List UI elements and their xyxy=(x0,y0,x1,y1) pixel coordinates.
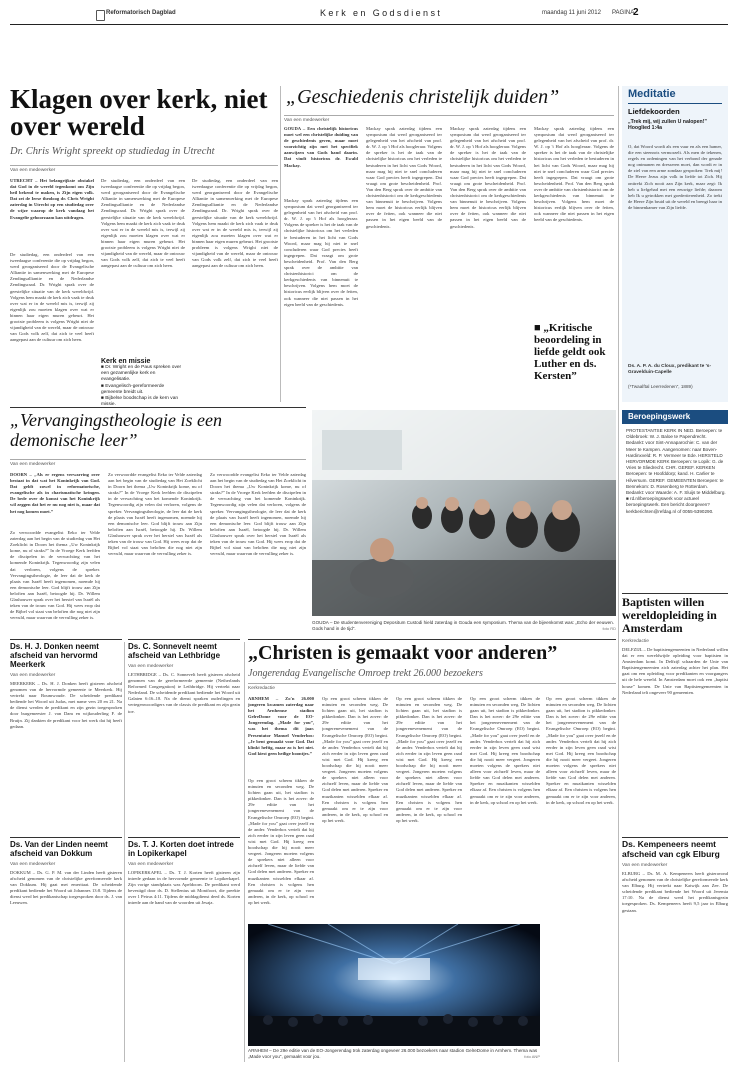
meditatie-title: Liefdekoorden xyxy=(628,107,680,116)
history-body-col3: Mackay sprak zaterdag tijdens een symposium dat werd georganiseerd ter gelegenheid van het afscheid van prof. dr. W. J. op 't Hof als hoogleraar. Volgens de spreker is het de taak van de christelijke historicus om het verleden te bestuderen in het licht van Gods Woord, maar mag hij niet te snel concluderen waar God precies heeft ingegrepen. Dat vraagt om grote bescheidenheid. Prof. Van den Berg sprak over de ambitie van christenhistorici om de kerkgeschiedenis van binnenuit te beschrijven. Volgens hem moet de historicus eerlijk blijven over de feiten, ook wanneer die niet passen in het eigen beeld van de geschiedenis. xyxy=(450,126,526,229)
obit-korten-headline: Ds. T. J. Korten doet intrede in Lopikerkapel xyxy=(128,840,234,858)
lead-headline: Klagen over kerk, niet over wereld xyxy=(10,84,268,141)
history-intro: GOUDA – Een christelijk historicus moet wel een christelijke duiding van de geschiedenis geven, maar moet voorzichtig zijn met het specifiek aanwijzen van Gods hand daarin. Dat vindt historicus dr. Ewald Mackay. xyxy=(284,126,358,168)
section-title: Kerk en Godsdienst xyxy=(320,8,443,18)
symposium-photo-credit: foto RD xyxy=(602,625,616,631)
baptisten-rule xyxy=(622,593,728,594)
baptisten-headline: Baptisten willen wereldopleiding in Amsterdam xyxy=(622,595,717,635)
obit-korten-byline: Van een medewerker xyxy=(128,862,174,867)
eo-headline: „Christen is gemaakt voor anderen” xyxy=(248,642,558,664)
lead-body-columns xyxy=(10,178,278,408)
vervangings-body-col2: Zo verwoordde evangelist Eeko ter Velde zaterdag aan het begin van de studiedag van Het Zoeklicht in Doorn het thema „Uw Koninkrijk kome, nu of straks?” In de Vroege Kerk leefden de discipelen in de verwachting van het komende Koninkrijk. Tegenwoordig zijn velen dat verloren, volgens de spreker. Vervangingstheologie, de leer dat de kerk de plaats van Israël heeft ingenomen, noemde hij een demonische leer. God blijft trouw aan Zijn beloften aan Israël, betoogde hij. Dr. Willem Glashouwer sprak over het herstel van Israël als teken van de trouw van God. Hij wees erop dat de Bijbel vol staat van beloften die nog niet zijn vervuld, maar waarvan de vervulling zeker is. xyxy=(108,472,202,557)
lead-sidebar-item-3: ■ Bijbelse boodschap is de kern van missie. xyxy=(101,396,179,408)
kempeneers-rule xyxy=(622,837,728,838)
lead-body: De studiedag, een onderdeel van een tweedaagse conferentie die op vrijdag begon, werd georganiseerd door de Evangelische Alliantie in samenwerking met de Europese Zendingsalliantie en de Nederlandse Zendingsraad. Dr. Wright sprak over de geestelijke situatie van de kerk wereldwijd. Volgens hem maakt de kerk zich vaak te druk over wat er in de wereld mis is, terwijl zij eigenlijk zou moeten klagen over wat er binnen haar eigen muren gebeurt. Het grootste probleem is volgens Wright niet de vijandigheid van de wereld, maar de ontrouw van Gods volk zelf, dat zich te veel heeft aangepast aan de cultuur om zich heen. xyxy=(10,252,94,343)
obit-vanderlinden-rule xyxy=(10,837,122,838)
column-divider-4 xyxy=(124,642,125,1062)
history-body-col1: Mackay sprak zaterdag tijdens een symposium dat werd georganiseerd ter gelegenheid van het afscheid van prof. dr. W. J. op 't Hof als hoogleraar. Volgens de spreker is het de taak van de christelijke historicus om het verleden te bestuderen in het licht van Gods Woord, maar mag hij niet te snel concluderen waar God precies heeft ingegrepen. Dat vraagt om grote bescheidenheid. Prof. Van den Berg sprak over de ambitie van christenhistorici om de kerkgeschiedenis van binnenuit te beschrijven. Volgens hem moet de historicus eerlijk blijven over de feiten, ook wanneer die niet passen in het eigen beeld van de geschiedenis. xyxy=(284,198,358,307)
masthead xyxy=(0,0,738,30)
obit-donken-headline: Ds. H. J. Donken neemt afscheid van hervormd Meerkerk xyxy=(10,642,99,669)
obit-korten xyxy=(128,840,240,1060)
lead-sidebar-item-3-text: Bijbelse boodschap is de kern van missie. xyxy=(101,396,179,408)
eo-body-col4: Op een groot scherm tikken de minuten en seconden weg. De lichten gaan uit, het stadion is pikkedonker. Dan is het zover: de 29e editie van het jongerenevenement van de Evangelische Omroep (EO) begint. „Made for you” gaat over jezelf en de ander. Venderbos vertelt dat hij zich eerder in zijn leven geen raad wist met God. Hij kreeg een boodschap die hij nooit meer vergeet. Jongeren moeten volgens de sprekers niet alleen voor zichzelf leven, maar de liefde van God delen met anderen. Spreker en muzikanten wisselden elkaar af. Een christen is volgens hen gemaakt om er te zijn voor anderen, in de kerk, op school en op het werk. xyxy=(470,696,540,805)
eo-intro: ARNHEM – Zo'n 26.000 jongeren kwamen zaterdag naar het Arnhemse stadion GelreDome voor de EO-Jongerendag. „Made for you”, was het thema dit jaar. Presentator Manuel Venderbos: „Je bent gemaakt voor God. Dat klinkt heftig, maar zo is het niet. God kiest geen heilige boontjes.” xyxy=(248,696,314,756)
obit-korten-rule xyxy=(128,837,240,838)
meditatie-author: Ds. A. P. A. du Cloux, predikant te 's-Gravelduin-Capelle xyxy=(628,364,712,375)
symposium-photo xyxy=(312,410,616,616)
lead-rule xyxy=(10,165,278,166)
lead-sidebar-item-1-text: Dr. Wright en de Paus spreken over een gezamenlijke kerk en evangelisatie. xyxy=(101,365,182,383)
kempeneers-headline: Ds. Kempeneers neemt afscheid van cgk Elburg xyxy=(622,839,720,859)
eo-caption-text: ARNHEM – De 29e editie van de EO-Jongerendag trok zaterdag ongeveer 26.000 bezoekers naar stadion GelreDome in Arnhem. Thema was „Made voor you”, gemaakt voor jou. xyxy=(248,1048,538,1059)
meditatie-label: Meditatie xyxy=(628,88,676,100)
eo-top-rule xyxy=(248,639,616,640)
page-number: 2 xyxy=(633,7,639,18)
column-divider-1 xyxy=(280,86,281,402)
history-byline: Van een medewerker xyxy=(284,118,330,123)
meditatie-box xyxy=(622,86,728,402)
obit-sonnevelt xyxy=(128,642,240,832)
lead-article xyxy=(10,84,278,408)
vervangings-article xyxy=(10,410,306,634)
lead-sidebar-item-2-text: Evangelisch-gereformeerde gemeente breidt uit. xyxy=(101,383,165,395)
vervangings-body-col3: Zo verwoordde evangelist Eeko ter Velde zaterdag aan het begin van de studiedag van Het Zoeklicht in Doorn het thema „Uw Koninkrijk kome, nu of straks?” In de Vroege Kerk leefden de discipelen in de verwachting van het komende Koninkrijk. Tegenwoordig zijn velen dat verloren, volgens de spreker. Vervangingstheologie, de leer dat de kerk de plaats van Israël heeft ingenomen, noemde hij een demonische leer. God blijft trouw aan Zijn beloften aan Israël, betoogde hij. Dr. Willem Glashouwer sprak over het herstel van Israël als teken van de trouw van God. Hij wees erop dat de Bijbel vol staat van beloften die nog niet zijn vervuld, maar waarvan de vervulling zeker is. xyxy=(210,472,306,557)
vervangings-rule xyxy=(10,459,306,460)
obit-vanderlinden xyxy=(10,840,122,1060)
obit-donken-rule xyxy=(10,639,122,640)
paper-name: Reformatorisch Dagblad xyxy=(106,10,176,16)
obit-sonnevelt-headline: Ds. C. Sonnevelt neemt afscheid van Lethbridge xyxy=(128,642,221,660)
history-body-col2: Mackay sprak zaterdag tijdens een symposium dat werd georganiseerd ter gelegenheid van het afscheid van prof. dr. W. J. op 't Hof als hoogleraar. Volgens de spreker is het de taak van de christelijke historicus om het verleden te bestuderen in het licht van Gods Woord, maar mag hij niet te snel concluderen waar God precies heeft ingegrepen. Dat vraagt om grote bescheidenheid. Prof. Van den Berg sprak over de ambitie van christenhistorici om de kerkgeschiedenis van binnenuit te beschrijven. Volgens hem moet de historicus eerlijk blijven over de feiten, ook wanneer die niet passen in het eigen beeld van de geschiedenis. xyxy=(366,126,442,229)
history-rule xyxy=(284,115,614,116)
eo-rule xyxy=(248,683,616,684)
history-headline: „Geschiedenis christelijk duiden” xyxy=(286,86,560,108)
kempeneers-article xyxy=(622,840,728,1062)
baptisten-article xyxy=(622,596,728,832)
vervangings-headline: „Vervangingstheologie is een demonische leer” xyxy=(10,410,222,450)
eo-body-col5: Op een groot scherm tikken de minuten en seconden weg. De lichten gaan uit, het stadion is pikkedonker. Dan is het zover: de 29e editie van het jongerenevenement van de Evangelische Omroep (EO) begint. „Made for you” gaat over jezelf en de ander. Venderbos vertelt dat hij zich eerder in zijn leven geen raad wist met God. Hij kreeg een boodschap die hij nooit meer vergeet. Jongeren moeten volgens de sprekers niet alleen voor zichzelf leven, maar de liefde van God delen met anderen. Spreker en muzikanten wisselden elkaar af. Een christen is volgens hen gemaakt om er te zijn voor anderen, in de kerk, op school en op het werk. xyxy=(546,696,616,805)
eo-body-col3: Op een groot scherm tikken de minuten en seconden weg. De lichten gaan uit, het stadion is pikkedonker. Dan is het zover: de 29e editie van het jongerenevenement van de Evangelische Omroep (EO) begint. „Made for you” gaat over jezelf en de ander. Venderbos vertelt dat hij zich eerder in zijn leven geen raad wist met God. Hij kreeg een boodschap die hij nooit meer vergeet. Jongeren moeten volgens de sprekers niet alleen voor zichzelf leven, maar de liefde van God delen met anderen. Spreker en muzikanten wisselden elkaar af. Een christen is volgens hen gemaakt om er te zijn voor anderen, in de kerk, op school en op het werk. xyxy=(396,696,462,823)
history-article xyxy=(284,86,614,402)
kempeneers-body: ELBURG – Ds. M. A. Kempeneers heeft gisteravond afscheid genomen van de christelijke gereformeerde kerk van Elburg. Hij vertrekt naar Katwijk aan Zee. De scheidende predikant bediende het Woord uit Jeremia 17:10. Na de dienst werd het predikantsgezin toegesproken. Ds. Kempeneers heeft 9,5 jaar in Elburg gestaan. xyxy=(622,871,728,913)
lead-sidebar-title: Kerk en missie xyxy=(101,358,151,365)
issue-date: maandag 11 juni 2012 xyxy=(542,10,601,16)
lead-body-col2: De studiedag, een onderdeel van een tweedaagse conferentie die op vrijdag begon, werd georganiseerd door de Evangelische Alliantie in samenwerking met de Europese Zendingsalliantie en de Nederlandse Zendingsraad. Dr. Wright sprak over de geestelijke situatie van de kerk wereldwijd. Volgens hem maakt de kerk zich vaak te druk over wat er in de wereld mis is, terwijl zij eigenlijk zou moeten klagen over wat er binnen haar eigen muren gebeurt. Het grootste probleem is volgens Wright niet de vijandigheid van de wereld, maar de ontrouw van Gods volk zelf, dat zich te veel heeft aangepast aan de cultuur om zich heen. xyxy=(101,178,185,269)
vervangings-intro: DOORN – „Als er ergens verwarring over bestaat in dat wat het Koninkrijk van God. Dat geldt zowel in reformatorische, evangelische als in charismatische kringen. De bede over de komst van het Koninkrijk wil zeggen dat het er nu nog niet is, maar dat het nog komen moet.” xyxy=(10,472,100,514)
eo-body-col1: Op een groot scherm tikken de minuten en seconden weg. De lichten gaan uit, het stadion is pikkedonker. Dan is het zover: de 29e editie van het jongerenevenement van de Evangelische Omroep (EO) begint. „Made for you” gaat over jezelf en de ander. Venderbos vertelt dat hij zich eerder in zijn leven geen raad wist met God. Hij kreeg een boodschap die hij nooit meer vergeet. Jongeren moeten volgens de sprekers niet alleen voor zichzelf leven, maar de liefde van God delen met anderen. Spreker en muzikanten wisselden elkaar af. Een christen is volgens hen gemaakt om er te zijn voor anderen, in de kerk, op school en op het werk. xyxy=(248,778,314,905)
obit-donken-byline: Van een medewerker xyxy=(10,673,56,678)
obit-vanderlinden-body: DOKKUM – Ds. G. P. M. van der Linden heeft gisteren afscheid genomen van de christelijke gereformeerde kerk van Dokkum. Hij gaat met emeritaat. De scheidende predikant bediende het Woord uit Johannes 13:8. Tijdens de dienst werd het predikantschap toegesproken door ds. J. van Leeuwen. xyxy=(10,870,122,906)
lead-byline: Van een medewerker xyxy=(10,168,56,173)
history-body-col4: Mackay sprak zaterdag tijdens een symposium dat werd georganiseerd ter gelegenheid van het afscheid van prof. dr. W. J. op 't Hof als hoogleraar. Volgens de spreker is het de taak van de christelijke historicus om het verleden te bestuderen in het licht van Gods Woord, maar mag hij niet te snel concluderen waar God precies heeft ingegrepen. Dat vraagt om grote bescheidenheid. Prof. Van den Berg sprak over de ambitie van christenhistorici om de kerkgeschiedenis van binnenuit te beschrijven. Volgens hem moet de historicus eerlijk blijven over de feiten, ook wanneer die niet passen in het eigen beeld van de geschiedenis. xyxy=(534,126,614,223)
history-pull-quote: ■ „Kritische beoordeling in liefde geldt ook Luther en ds. Kersten” xyxy=(534,322,606,382)
obit-sonnevelt-byline: Van een medewerker xyxy=(128,664,174,669)
vervangings-byline: Van een medewerker xyxy=(10,462,56,467)
kempeneers-byline: Van een medewerker xyxy=(622,863,668,868)
meditatie-verse: „Trek mij, wij zullen U nalopen!” Hooglied 1:4a xyxy=(628,119,707,132)
meditatie-footnote: (*Twaalftal Leerredenen”, 1889) xyxy=(628,384,693,389)
lead-intro: UTRECHT – Het belangrijkste obstakel dat God in de wereld tegenkomt om Zijn heil bekend te maken, is Zijn eigen volk. Dat zei de Ierse theoloog dr. Chris Wright zaterdag in Utrecht op een studiedag over de wijze waarop de kerk vandaag het Evangelie gehoorzaam kan uitdragen. xyxy=(10,178,94,220)
eo-byline: Kerkredactie xyxy=(248,686,275,691)
obit-korten-body: LOPIKERKAPEL – Ds. T. J. Korten heeft gisteren zijn intrede gedaan in de hervormde gemeente te Lopikerkapel. Zijn vorige standplaats was Apeldoorn. De predikant werd bevestigd door ds. D. Stellenius uit Montfoort, die preekte over 1 Petrus 4:11. Tijdens de middagdienst deed ds. Korten intrede aan de hand van de woorden uit Jesaja. xyxy=(128,870,240,906)
obit-sonnevelt-body: LETHBRIDGE – Ds. C. Sonnevelt heeft gisteren afscheid genomen van de gereformeerde gemeente (Netherlands Reformed Congregation) te Lethbridge. Hij vertrekt naar Nederland. De scheidende predikant bediende het Woord uit Galaten 6:16–18. Na de dienst spraken ouderlingen en vertegenwoordigers van de classis de predikant en zijn gezin toe. xyxy=(128,672,240,714)
beroepingswerk-box xyxy=(622,410,728,586)
vervangings-body-col1: Zo verwoordde evangelist Eeko ter Velde zaterdag aan het begin van de studiedag van Het Zoeklicht in Doorn het thema „Uw Koninkrijk kome, nu of straks?” In de Vroege Kerk leefden de discipelen in de verwachting van het komende Koninkrijk. Tegenwoordig zijn velen dat verloren, volgens de spreker. Vervangingstheologie, de leer dat de kerk de plaats van Israël heeft ingenomen, noemde hij een demonische leer. God blijft trouw aan Zijn beloften aan Israël, betoogde hij. Dr. Willem Glashouwer sprak over het herstel van Israël als teken van de trouw van God. Hij wees erop dat de Bijbel vol staat van beloften die nog niet zijn vervuld, maar waarvan de vervulling zeker is. xyxy=(10,530,100,621)
eo-caption xyxy=(248,1048,540,1060)
beroepingswerk-title: Beroepingswerk xyxy=(628,412,691,421)
eo-concert-photo xyxy=(248,924,540,1046)
column-divider-2 xyxy=(618,86,619,1062)
eo-subheadline: Jongerendag Evangelische Omroep trekt 26.000 bezoekers xyxy=(248,668,483,679)
lead-subheadline: Dr. Chris Wright spreekt op studiedag in Utrecht xyxy=(10,146,215,157)
beroepingswerk-body: PROTESTANTSE KERK IN NED. Beroepen: te Oldebroek: W. J. Baloe te Papendrecht. Bedankt: voor Sint-Annaparochie: C. van der Meer te Kampen. Aangenomen: naar Boven-Hardinxveld: R. P. Vermeer te Ede. HERSTELD HERVORMDE KERK Beroepen: te Lopik: G. de Vries te Sliedrecht. CHR. GEREF. KERKEN Beroepen: te Hoofddorp; kand. H. Carlier te Hilversum. GEREF. GEMEENTEN Beroepen: te Bennekom: D. Rosenberg te Rotterdam. Bedankt: voor Waarde: A. F. Sluijs te Middelburg. ■ rd.nl/beroepingswerk voor actueel beroepingswerk. Een bericht doorgeven? kerkberichten@refdag.nl of 0055-5390290. xyxy=(626,428,726,514)
obit-donken xyxy=(10,642,122,832)
masthead-rule xyxy=(10,24,728,25)
lead-sidebar-item-2: ■ Evangelisch-gereformeerde gemeente breidt uit. xyxy=(101,383,165,395)
lead-sidebar-box xyxy=(101,358,185,408)
eo-article xyxy=(248,642,616,1062)
baptisten-byline: Kerkredactie xyxy=(622,639,649,644)
symposium-caption-text: GOUDA – De studentenvereniging Depositum Custodi hield zaterdag in Gouda een symposium. Thema van de bijeenkomst was: „Echo der eeuwen. Gods hand in de tijd”. xyxy=(312,620,614,631)
eo-body-col2: Op een groot scherm tikken de minuten en seconden weg. De lichten gaan uit, het stadion is pikkedonker. Dan is het zover: de 29e editie van het jongerenevenement van de Evangelische Omroep (EO) begint. „Made for you” gaat over jezelf en de ander. Venderbos vertelt dat hij zich eerder in zijn leven geen raad wist met God. Hij kreeg een boodschap die hij nooit meer vergeet. Jongeren moeten volgens de sprekers niet alleen voor zichzelf leven, maar de liefde van God delen met anderen. Spreker en muzikanten wisselden elkaar af. Een christen is volgens hen gemaakt om er te zijn voor anderen, in de kerk, op school en op het werk. xyxy=(322,696,388,823)
column-divider-3 xyxy=(244,642,245,1062)
obit-donken-body: MEERKERK – Ds. H. J. Donken heeft gisteren afscheid genomen van de hervormde gemeente te Meerkerk. Hij vertrekt naar Boumwoude. De scheidende predikant bediende het Woord uit Judas, met name vers 20 en 21. Na de dienst werden de predikant en zijn gezin toegesproken door burgemeester J. van Dam en wijkouderling F. de Bruijn. Zij dankten de predikant voor het werk dat hij heeft gedaan. xyxy=(10,681,122,729)
lead-body-col3: De studiedag, een onderdeel van een tweedaagse conferentie die op vrijdag begon, werd georganiseerd door de Evangelische Alliantie in samenwerking met de Europese Zendingsalliantie en de Nederlandse Zendingsraad. Dr. Wright sprak over de geestelijke situatie van de kerk wereldwijd. Volgens hem maakt de kerk zich vaak te druk over wat er in de wereld mis is, terwijl zij eigenlijk zou moeten klagen over wat er binnen haar eigen muren gebeurt. Het grootste probleem is volgens Wright niet de vijandigheid van de wereld, maar de ontrouw van Gods volk zelf, dat zich te veel heeft aangepast aan de cultuur om zich heen. xyxy=(192,178,278,269)
page-label: PAGINA xyxy=(612,10,635,16)
paper-logo-icon xyxy=(96,10,105,21)
meditatie-body: O, dat Woord wordt als een vuur en als een hamer, die een steenrots vermorzelt. Als men de tekenen, regels en ordeningen van het verbond der genade nog ontmanen en dresseren moet, dan wordt er in de ziel van een arme zondaar gesproken: Trek mij! De Heere Jezus zijn volk in liefde tot Zich. Hij onttrekt Zich nooit aan Zijn kerk, maar zegt: Ik heb u liefgehad met een eeuwige liefde; daarom heb Ik u getrokken met goedertierenheid. Zo trekt de Heere Zijn bruid uit de wereld en brengt haar in de binnenkamer van Zijn liefde. xyxy=(628,144,722,210)
obit-sonnevelt-rule xyxy=(128,639,240,640)
lead-sidebar-item-1: ■ Dr. Wright en de Paus spreken over een gezamenlijke kerk en evangelisatie. xyxy=(101,365,182,383)
eo-concert-photo-image xyxy=(248,924,540,1046)
symposium-caption xyxy=(312,620,616,634)
eo-photo-credit: foto ANP xyxy=(524,1053,540,1059)
baptisten-body: DELFZIJL – De baptistengemeenten in Nederland willen dat er een wereldwijde opleiding voor baptisten in Amsterdam komt. In Delfzijl schaarden de Unie van Baptistengemeenten zich zaterdag achter het plan. Het gaat om een opleiding voor predikanten en voorgangers uit de hele wereld. In Amsterdam moet ook een „baptist house” komen. De Unie van Baptistengemeenten in Nederland telt ongeveer 90 gemeenten. xyxy=(622,647,728,695)
meditatie-rule xyxy=(628,103,722,104)
obit-vanderlinden-headline: Ds. Van der Linden neemt afscheid van Dokkum xyxy=(10,840,108,858)
vervangings-top-rule xyxy=(10,407,306,408)
obit-vanderlinden-byline: Van een medewerker xyxy=(10,862,56,867)
symposium-photo-image xyxy=(312,410,616,616)
